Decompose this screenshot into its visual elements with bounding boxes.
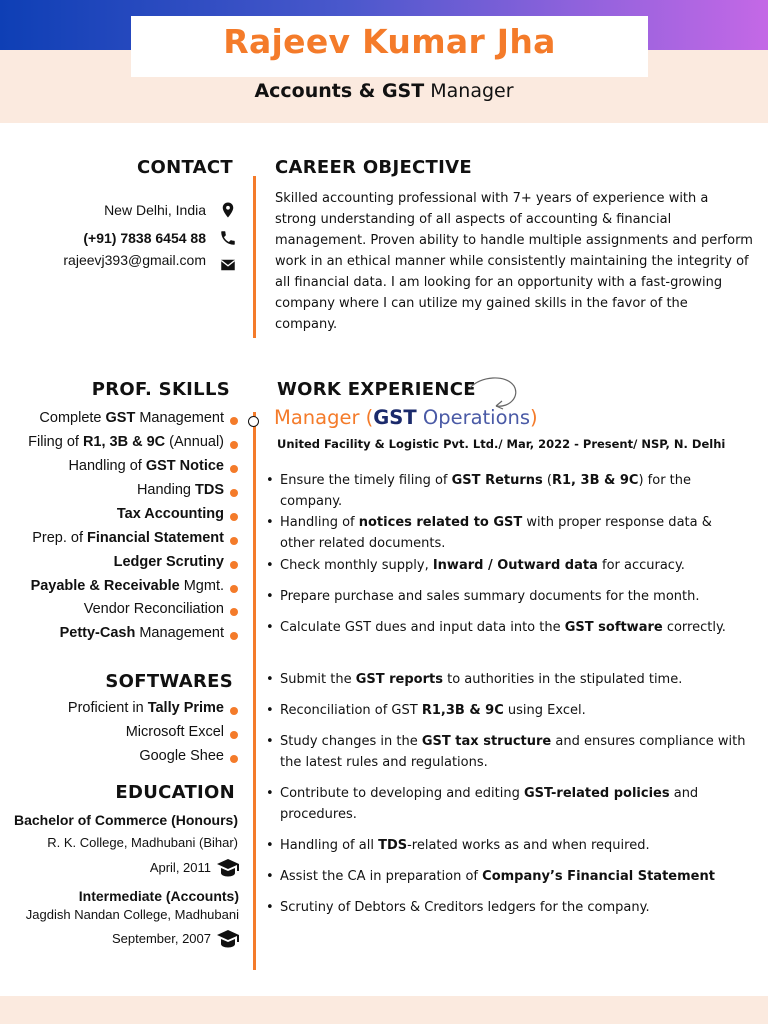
bullet-dot	[230, 755, 238, 763]
text: Proficient in	[67, 700, 148, 716]
text: Vendor Reconciliation	[83, 601, 224, 617]
duty-text	[266, 586, 750, 607]
bold-text: GST reports	[355, 672, 443, 687]
skill-item	[137, 482, 224, 498]
text: Handing	[136, 482, 195, 498]
text: ) for the company.	[280, 473, 691, 509]
bullet-dot	[230, 731, 238, 739]
bullet-dot	[230, 608, 238, 616]
upper-divider	[253, 176, 256, 338]
duty-item	[266, 897, 750, 918]
contact-location: New Delhi, India	[104, 202, 206, 218]
bullet-mark: •	[266, 734, 274, 749]
skill-item	[84, 601, 224, 617]
objective-text: Skilled accounting professional with 7+ years of experience with a strong understanding of all aspects of accounting & financial management. Proven ability to handle multiple assignments and perform work in an ethical manner while consistently maintaining the integrity of all financial data. I am looking for an opportunity with a fast-growing company where I can utilize my gained skills in the favor of the company.	[275, 191, 753, 332]
text: Management	[135, 625, 224, 641]
duty-text	[266, 866, 750, 887]
skill-item	[31, 578, 224, 594]
text: (	[542, 473, 552, 488]
lower-divider	[253, 412, 256, 970]
text: Study changes in the	[280, 734, 422, 749]
bold-text: Financial Statement	[87, 530, 224, 546]
bullet-mark: •	[266, 620, 274, 635]
text: and ensures compliance with the latest rules and regulations.	[280, 734, 746, 770]
bold-text: GST-related policies	[524, 786, 670, 801]
duty-item	[266, 586, 750, 607]
duty-text	[266, 731, 750, 773]
bullet-mark: •	[266, 589, 274, 604]
bullet-mark: •	[266, 558, 274, 573]
bullet-dot	[230, 585, 238, 593]
software-item	[68, 700, 224, 716]
candidate-name: Rajeev Kumar Jha	[223, 22, 556, 61]
bullet-mark: •	[266, 473, 274, 488]
skill-item	[28, 434, 224, 450]
duty-text	[266, 835, 750, 856]
duty-text	[266, 555, 750, 576]
text: Check monthly supply,	[280, 558, 433, 573]
role-operations: Operations	[416, 406, 531, 429]
duty-text	[266, 617, 750, 638]
bold-text: Payable & Receivable	[30, 578, 180, 594]
bold-text: R1, 3B & 9C	[552, 473, 639, 488]
graduation-cap-icon	[216, 857, 240, 879]
duty-item	[266, 470, 750, 512]
duty-item	[266, 731, 750, 773]
skill-item	[117, 506, 224, 522]
text: Filing of	[28, 434, 83, 450]
education-school: R. K. College, Madhubani (Bihar)	[47, 835, 238, 850]
text: Scrutiny of Debtors & Creditors ledgers for the company.	[280, 900, 650, 915]
text: for accuracy.	[597, 558, 685, 573]
text: Ensure the timely filing of	[280, 473, 452, 488]
text: Assist the CA in preparation of	[280, 869, 483, 884]
bold-text: Tally Prime	[147, 700, 224, 716]
bold-text: notices related to GST	[358, 515, 523, 530]
role-gst: GST	[373, 406, 417, 429]
bold-text: GST	[105, 410, 136, 426]
bullet-mark: •	[266, 838, 274, 853]
experience-heading: WORK EXPERIENCE	[277, 379, 476, 400]
duty-item	[266, 700, 750, 721]
text: Management	[135, 410, 224, 426]
bold-text: TDS	[195, 482, 224, 498]
text: Mgmt.	[179, 578, 224, 594]
bullet-mark: •	[266, 672, 274, 687]
bullet-mark: •	[266, 900, 274, 915]
graduation-cap-icon	[216, 928, 240, 950]
text: Handling of all	[280, 838, 379, 853]
duty-text	[266, 470, 750, 512]
bold-text: Petty-Cash	[59, 625, 136, 641]
text: Prepare purchase and sales summary documents for the month.	[280, 589, 700, 604]
text: Reconciliation of GST	[280, 703, 422, 718]
duty-text	[266, 669, 750, 690]
bullet-mark: •	[266, 515, 274, 530]
bold-text: TDS	[378, 838, 408, 853]
text: to authorities in the stipulated time.	[442, 672, 683, 687]
job-title-bold: Accounts & GST	[254, 80, 425, 102]
role-prefix: Manager (	[274, 406, 374, 429]
company-line: United Facility & Logistic Pvt. Ltd./ Mar, 2022 - Present/ NSP, N. Delhi	[277, 437, 726, 451]
bold-text: GST software	[564, 620, 663, 635]
duty-item	[266, 555, 750, 576]
text: Google Shee	[139, 748, 224, 764]
footer-band	[0, 996, 768, 1024]
bullet-mark: •	[266, 703, 274, 718]
softwares-heading: SOFTWARES	[105, 671, 233, 692]
bullet-mark: •	[266, 786, 274, 801]
education-date: September, 2007	[111, 931, 211, 946]
text: Calculate GST dues and input data into the	[280, 620, 565, 635]
text: and procedures.	[280, 786, 699, 822]
duty-text	[266, 700, 750, 721]
bold-text: GST Returns	[451, 473, 543, 488]
bullet-dot	[230, 441, 238, 449]
text: Complete	[39, 410, 106, 426]
education-date: April, 2011	[149, 860, 211, 875]
education-heading: EDUCATION	[115, 782, 235, 803]
text: Prep. of	[32, 530, 88, 546]
bullet-dot	[230, 537, 238, 545]
bold-text: Company’s Financial Statement	[482, 869, 715, 884]
education-degree: Bachelor of Commerce (Honours)	[13, 812, 238, 828]
bold-text: R1, 3B & 9C	[82, 434, 166, 450]
duty-text	[266, 512, 750, 554]
job-title-rest: Manager	[424, 80, 514, 102]
text: using Excel.	[503, 703, 586, 718]
bullet-dot	[230, 561, 238, 569]
skill-item	[32, 530, 224, 546]
text: Handling of	[68, 458, 146, 474]
bold-text: Tax Accounting	[116, 506, 224, 522]
skill-item	[60, 625, 224, 641]
bold-text: Inward / Outward data	[432, 558, 598, 573]
bold-text: GST tax structure	[421, 734, 552, 749]
duty-text	[266, 897, 750, 918]
text: Microsoft Excel	[125, 724, 224, 740]
bold-text: R1,3B & 9C	[421, 703, 504, 718]
education-school: Jagdish Nandan College, Madhubani	[25, 907, 239, 922]
objective-heading: CAREER OBJECTIVE	[275, 157, 472, 178]
duty-item	[266, 783, 750, 825]
job-title	[0, 80, 768, 102]
contact-heading: CONTACT	[137, 157, 233, 178]
duty-item	[266, 669, 750, 690]
software-item	[139, 748, 224, 764]
bullet-dot	[230, 707, 238, 715]
bullet-dot	[230, 513, 238, 521]
location-pin-icon	[219, 201, 237, 219]
duty-item	[266, 866, 750, 887]
text: correctly.	[662, 620, 726, 635]
skill-item	[68, 458, 224, 474]
contact-phone: (+91) 7838 6454 88	[83, 230, 206, 246]
text: -related works as and when required.	[407, 838, 650, 853]
role-suffix: )	[530, 406, 538, 429]
bullet-dot	[230, 465, 238, 473]
bold-text: Ledger Scrutiny	[113, 554, 224, 570]
education-degree: Intermediate (Accounts)	[78, 888, 239, 904]
skill-item	[39, 410, 224, 426]
bullet-mark: •	[266, 869, 274, 884]
duty-text	[266, 783, 750, 825]
bullet-dot	[230, 632, 238, 640]
text: with proper response data & other related documents.	[280, 515, 712, 551]
duty-item	[266, 835, 750, 856]
text: (Annual)	[165, 434, 224, 450]
skills-heading: PROF. SKILLS	[91, 379, 230, 400]
text: Submit the	[280, 672, 356, 687]
bold-text: GST Notice	[145, 458, 224, 474]
phone-icon	[219, 229, 237, 247]
timeline-marker	[248, 416, 259, 427]
text: Contribute to developing and editing	[280, 786, 525, 801]
duty-item	[266, 512, 750, 554]
duty-item	[266, 617, 750, 638]
email-icon	[219, 256, 237, 274]
bullet-dot	[230, 417, 238, 425]
skill-item	[114, 554, 224, 570]
role-title	[274, 406, 538, 429]
software-item	[126, 724, 224, 740]
bullet-dot	[230, 489, 238, 497]
contact-email[interactable]: rajeevj393@gmail.com	[63, 252, 206, 268]
text: Handling of	[280, 515, 359, 530]
